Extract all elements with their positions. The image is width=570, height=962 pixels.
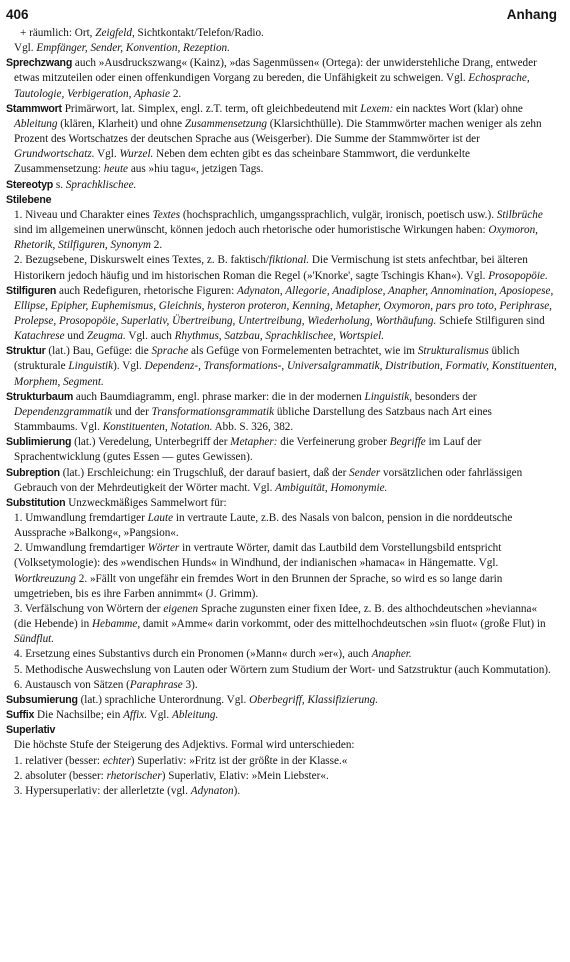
sense-5: 5. Methodische Auswechslung von Lauten oder Wörtern zum Studium der Wort- und Satzstruktur (auch Kommutation).: [14, 663, 551, 676]
headword: Sprechzwang: [6, 57, 73, 70]
sense-3: 3. Verfälschung von Wörtern der eigenen Sprache zugunsten einer fixen Idee, z. B. des althochdeutschen »hevianna« (die Hebende) in Hebamme, damit »Amme« darin vorkommt, oder des mittelhochdeutschen »sin fluot« (große Flut) in Sündflut.: [14, 602, 546, 646]
headword: Stilebene: [6, 193, 52, 206]
definition: Die höchste Stufe der Steigerung des Adjektivs. Formal wird unterschieden:: [14, 739, 355, 752]
headword: Stammwort: [6, 102, 62, 115]
headword: Substitution: [6, 496, 66, 509]
sense-1: 1. Niveau und Charakter eines Textes (hochsprachlich, umgangssprachlich, vulgär, ironisch, poetisch usw.). Stilbrüche sind im allgemeinen unerwünscht, können jedoch auch rhetorische oder humoristische Wirkungen haben: Oxymoron, Rhetorik, Stilfiguren, Synonym 2.: [14, 208, 543, 252]
headword: Struktur: [6, 345, 46, 358]
headword: Stilfiguren: [6, 284, 57, 297]
headword: Stereotyp: [6, 178, 54, 191]
headword: Suffix: [6, 709, 35, 722]
sense-2: 2. Umwandlung fremdartiger Wörter in vertraute Wörter, damit das Lautbild dem Vorstellungsbild entspricht (Volksetymologie): des »wendischen Hunds« in Windhund, der indianischen »hamaca« in Hängematte. Vgl. Wortkreuzung 2. »Fällt von ungefähr ein fremdes Wort in den Brunnen der Sprache, so wird es so lange darin umgetrieben, bis es ihre Farben annimmt« (J. Grimm).: [14, 542, 503, 600]
sense-1: 1. relativer (besser: echter) Superlativ: »Fritz ist der größte in der Klasse.«: [14, 754, 348, 767]
headword: Subreption: [6, 466, 60, 479]
sense-2: 2. Bezugsebene, Diskurswelt eines Textes, z. B. faktisch/fiktional. Die Vermischung ist stets anfechtbar, bei älteren Historikern jedoch häufig und im historischen Roman die Regel (»'Knorke', sagte Tschingis Khan«). Vgl. Prosopopöie.: [14, 254, 548, 282]
entry-superlativ: [6, 723, 557, 799]
entry-sublimierung: Sublimierung (lat.) Veredelung, Unterbegriff der Metapher: die Verfeinerung grober Begriffe im Lauf der Sprachentwicklung (gutes Essen — gutes Gewissen).: [6, 436, 482, 464]
sense-3: 3. Hypersuperlativ: der allerletzte (vgl. Adynaton).: [14, 784, 241, 797]
continuation-line: Vgl. Empfänger, Sender, Konvention, Rezeption.: [14, 42, 230, 55]
entry-stammwort: Stammwort Primärwort, lat. Simplex, engl. z.T. term, oft gleichbedeutend mit Lexem: ein nacktes Wort (klar) ohne Ableitung (klären, Klarheit) und ohne Zusammensetzung (Klarsichthülle). Die Stammwörter machen weniger als zehn Prozent des Wortschatzes der deutschen Sprache aus (Weisgerber). Die Summe der Stammwörter ist der Grundwortschatz. Vgl. Wurzel. Neben dem echten gibt es das scheinbare Stammwort, die verdunkelte Zusammensetzung: heute aus »hiu tagu«, jetzigen Tags.: [6, 102, 542, 176]
continuation-line: + räumlich: Ort, Zeigfeld, Sichtkontakt/Telefon/Radio.: [20, 27, 264, 39]
headword: Superlativ: [6, 724, 56, 737]
headword: Strukturbaum: [6, 390, 74, 403]
entry-stereotyp: Stereotyp s. Sprachklischee.: [6, 178, 137, 191]
entry-sprechzwang: Sprechzwang auch »Ausdruckszwang« (Kainz), »das Sagenmüssen« (Ortega): der unwiderstehliche Drang, entweder etwas mitzuteilen oder einen offenkundigen Vorgang zu bereden, die Unfähigkeit zu schweigen. Vgl. Echosprache, Tautologie, Verbigeration, Aphasie 2.: [6, 57, 537, 100]
entry-strukturbaum: Strukturbaum auch Baumdiagramm, engl. phrase marker: die in der modernen Linguistik, besonders der Dependenzgrammatik und der Transformationsgrammatik übliche Darstellung des Satzbaus nach Art eines Stammbaums. Vgl. Konstituenten, Notation. Abb. S. 326, 382.: [6, 390, 492, 434]
entry-subsumierung: Subsumierung (lat.) sprachliche Unterordnung. Vgl. Oberbegriff, Klassifizierung.: [6, 693, 379, 706]
sense-6: 6. Austausch von Sätzen (Paraphrase 3).: [14, 678, 198, 691]
headword: Sublimierung: [6, 436, 72, 449]
entry-stilfiguren: Stilfiguren auch Redefiguren, rhetorische Figuren: Adynaton, Allegorie, Anadiplose, Anapher, Annomination, Aposiopese, Ellipse, Epipher, Euphemismus, Gleichnis, hysteron proteron, Kenning, Metapher, Oxymoron, pars pro toto, Periphrase, Prolepse, Prosopopöie, Superlativ, Übertreibung, Untertreibung, Wiederholung, Worthäufung. Schiefe Stilfiguren sind Katachrese und Zeugma. Vgl. auch Rhythmus, Satzbau, Sprachklischee, Wortspiel.: [6, 284, 554, 343]
entry-substitution: Substitution Unzweckmäßiges Sammelwort für: 1. Umwandlung fremdartiger Laute in vertraute Laute, z.B. des Nasals von balcon, pension in die norddeutsche Aussprache »Balkong«, »Pangsion«. 2. Umwandlung fremdartiger Wörter in vertraute Wörter, damit das Lautbild dem Vorstellungsbild entspricht (Volksetymologie): des »wendischen Hunds« in Windhund, der indianischen »hamaca« in Hängematte. Vgl. Wortkreuzung 2. »Fällt von ungefähr ein fremdes Wort in den Brunnen der Sprache, so wird es so lange darin umgetrieben, bis es ihre Farben annimmt« (J. Grimm). 3. Verfälschung von Wörtern der eigenen Sprache zugunsten einer fixen Idee, z. B. des althochdeutschen »hevianna« (die Hebende) in Hebamme, damit »Amme« darin vorkommt, oder des mittelhochdeutschen »sin fluot« (große Flut) in Sündflut. 4. Ersetzung eines Substantivs durch ein Pronomen (»Mann« durch »er«), auch Anapher. 5. Methodische Auswechslung von Lauten oder Wörtern zum Studium der Wort- und Satzstruktur (auch Kommutation). 6. Austausch von Sätzen (Paraphrase 3).: [6, 496, 557, 693]
headword: Subsumierung: [6, 693, 78, 706]
entry-subreption: Subreption (lat.) Erschleichung: ein Trugschluß, der darauf basiert, daß der Sender vorsätzlichen oder fahrlässigen Gebrauch von der Mehrdeutigkeit der Wörter macht. Vgl. Ambiguität, Homonymie.: [6, 466, 523, 494]
section-title: Anhang: [506, 7, 557, 22]
entry-stilebene: [6, 193, 557, 284]
continuation-block: [6, 26, 557, 56]
page-header: [6, 6, 557, 24]
page-number: 406: [6, 7, 29, 22]
sense-4: 4. Ersetzung eines Substantivs durch ein Pronomen (»Mann« durch »er«), auch Anapher.: [14, 648, 412, 661]
sense-1: 1. Umwandlung fremdartiger Laute in vertraute Laute, z.B. des Nasals von balcon, pension in die norddeutsche Aussprache »Balkong«, »Pangsion«.: [14, 512, 513, 540]
entry-suffix: Suffix Die Nachsilbe; ein Affix. Vgl. Ableitung.: [6, 709, 219, 722]
sense-2: 2. absoluter (besser: rhetorischer) Superlativ, Elativ: »Mein Liebster«.: [14, 769, 329, 782]
entry-struktur: Struktur (lat.) Bau, Gefüge: die Sprache als Gefüge von Formelementen betrachtet, wie im Strukturalismus üblich (strukturale Linguistik). Vgl. Dependenz-, Transformations-, Universalgrammatik, Distribution, Formativ, Konstituenten, Morphem, Segment.: [6, 345, 557, 388]
